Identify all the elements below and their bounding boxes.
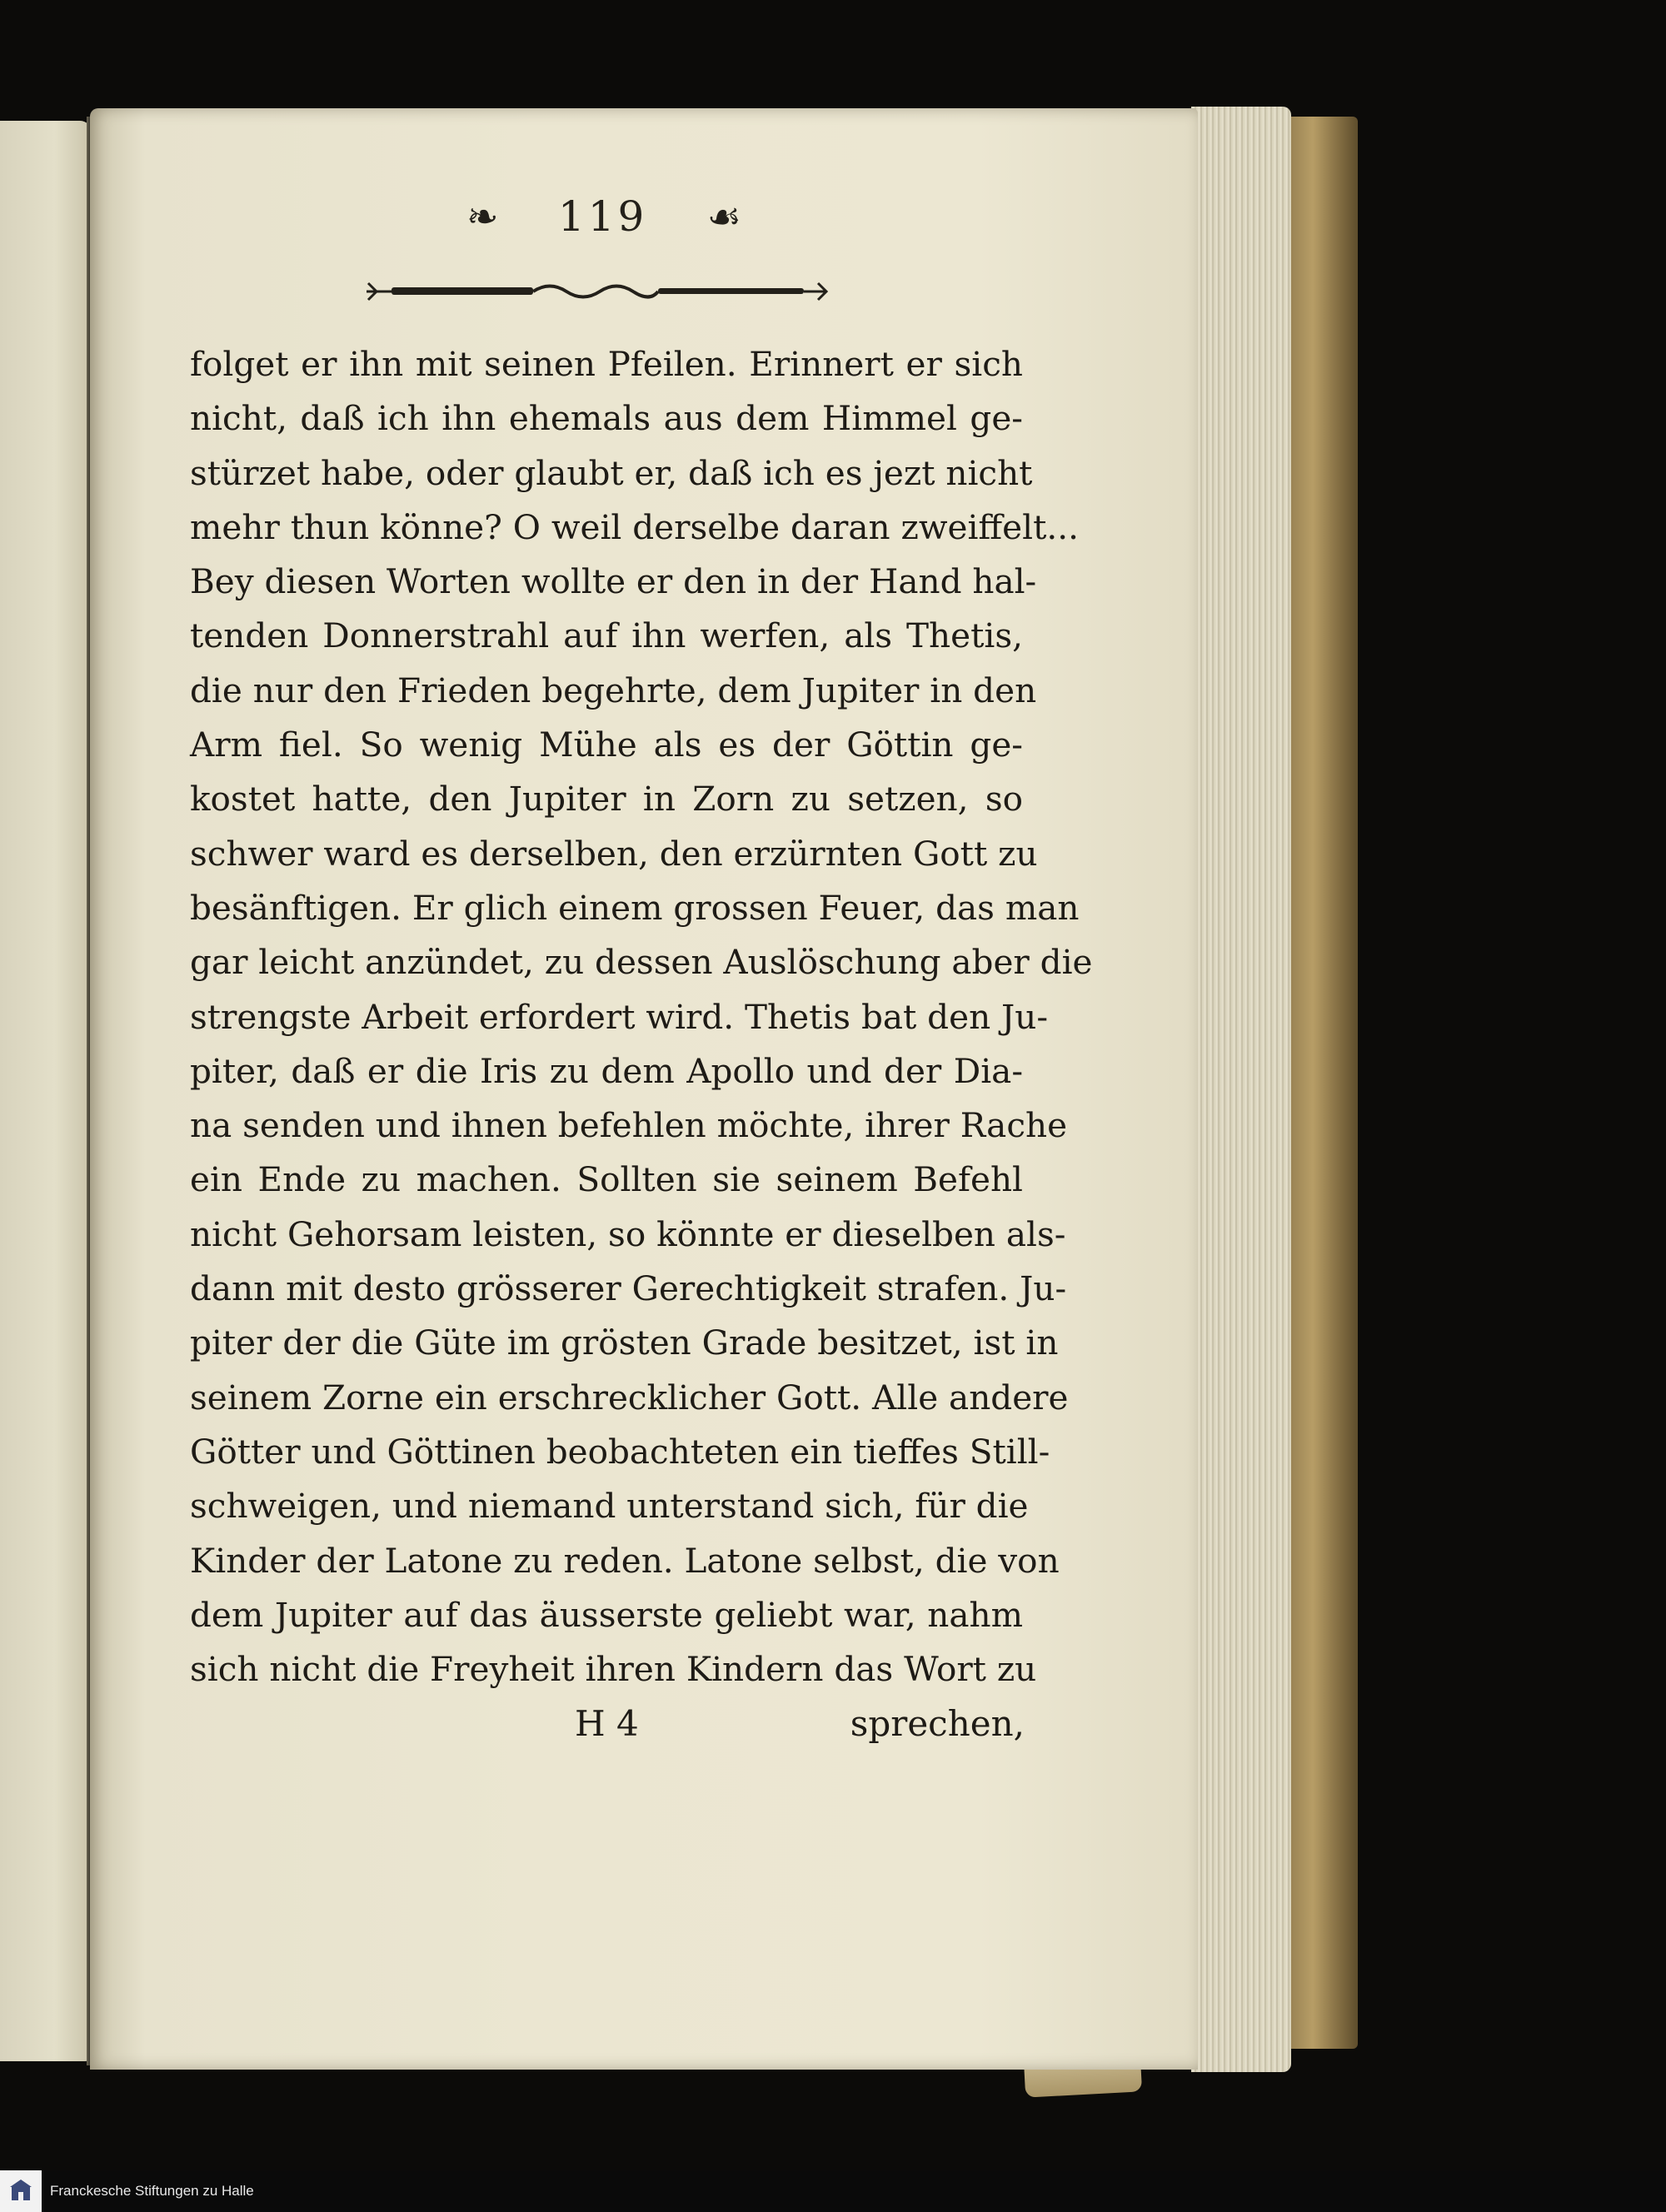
text-line: nicht, daß ich ihn ehemals aus dem Himmel ge- — [190, 398, 1023, 439]
text-line: sich nicht die Freyheit ihren Kindern das Wort zu — [190, 1649, 1037, 1690]
page-stack-edge — [1191, 107, 1291, 2072]
text-line: strengste Arbeit erfordert wird. Thetis bat den Ju- — [190, 996, 1049, 1037]
text-line: dem Jupiter auf das äusserste geliebt war, nahm — [190, 1594, 1023, 1635]
text-line: piter der die Güte im grösten Grade besitzet, ist in — [190, 1323, 1059, 1363]
text-line: kostet hatte, den Jupiter in Zorn zu setzen, so — [190, 779, 1023, 820]
catchword: sprechen, — [850, 1703, 1025, 1744]
text-line: die nur den Frieden begehrte, dem Jupiter in den — [190, 670, 1037, 710]
page-header — [466, 187, 741, 246]
ornamental-rule-icon — [358, 271, 833, 312]
fleuron-left-icon: ❧ — [466, 194, 499, 239]
page-number: 119 — [557, 192, 648, 241]
text-line: stürzet habe, oder glaubt er, daß ich es jezt nicht — [190, 452, 1033, 493]
signature-mark: H 4 — [575, 1703, 639, 1744]
text-line: besänftigen. Er glich einem grossen Feuer, das man — [190, 887, 1080, 928]
body-text — [190, 337, 1093, 1696]
institution-name: Franckesche Stiftungen zu Halle — [50, 2183, 254, 2199]
text-line: tenden Donnerstrahl auf ihn werfen, als Thetis, — [190, 615, 1023, 656]
text-line: schwer ward es derselben, den erzürnten Gott zu — [190, 833, 1038, 874]
text-line: ein Ende zu machen. Sollten sie seinem Befehl — [190, 1159, 1023, 1200]
text-line: Arm fiel. So wenig Mühe als es der Göttin ge- — [190, 725, 1023, 765]
text-line: Götter und Göttinen beobachteten ein tieffes Still- — [190, 1431, 1050, 1472]
text-line: dann mit desto grösserer Gerechtigkeit strafen. Ju- — [190, 1268, 1067, 1309]
text-line: Bey diesen Worten wollte er den in der Hand hal- — [190, 561, 1037, 602]
institution-logo-icon — [0, 2170, 42, 2212]
fleuron-right-icon: ☙ — [706, 194, 741, 239]
institution-footer — [0, 2170, 1666, 2212]
text-line: mehr thun könne? O weil derselbe daran zweiffelt... — [190, 506, 1080, 547]
text-line: na senden und ihnen befehlen möchte, ihrer Rache — [190, 1105, 1068, 1146]
text-line: folget er ihn mit seinen Pfeilen. Erinnert er sich — [190, 344, 1023, 384]
text-line: schweigen, und niemand unterstand sich, für die — [190, 1486, 1029, 1527]
text-line: seinem Zorne ein erschrecklicher Gott. Alle andere — [190, 1377, 1069, 1417]
text-line: piter, daß er die Iris zu dem Apollo und der Dia- — [190, 1050, 1023, 1091]
text-line: gar leicht anzündet, zu dessen Auslöschung aber die — [190, 942, 1093, 983]
text-line: nicht Gehorsam leisten, so könnte er dieselben als- — [190, 1213, 1066, 1254]
page-footer — [575, 1703, 1025, 1757]
text-line: Kinder der Latone zu reden. Latone selbst, die von — [190, 1540, 1060, 1581]
book-cover-edge — [1283, 117, 1358, 2049]
left-page-edge — [0, 121, 92, 2061]
